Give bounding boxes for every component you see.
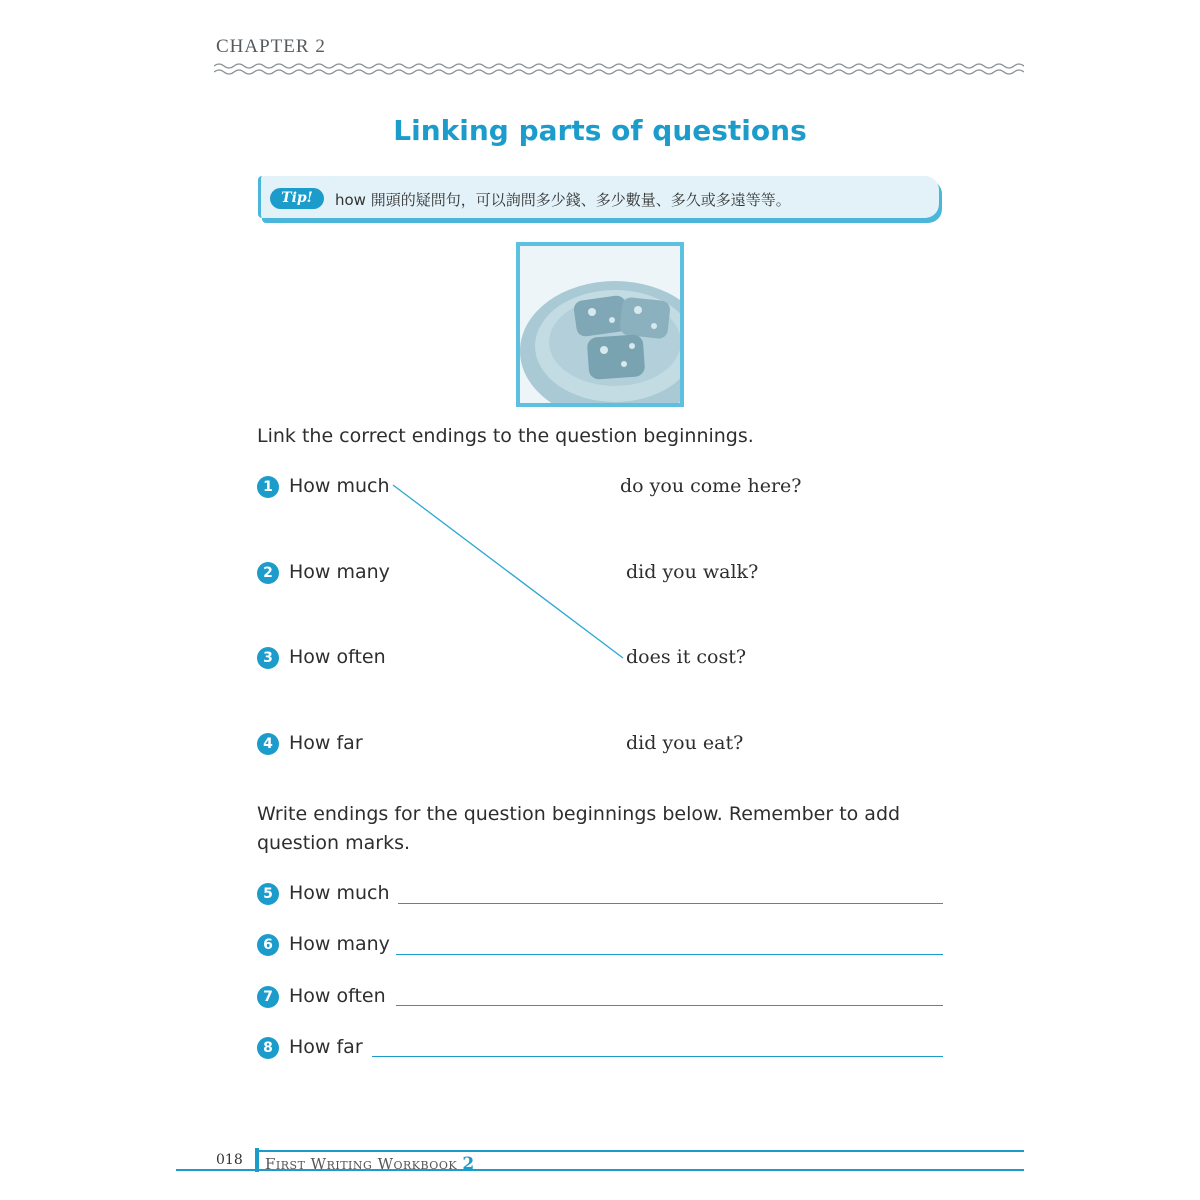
beginning-how-much[interactable]: How much <box>289 475 390 497</box>
footer-divider-bar <box>255 1148 259 1172</box>
writing-instruction-line1: Write endings for the question beginnings below. Remember to add <box>257 803 901 825</box>
item-number-badge: 4 <box>257 733 279 755</box>
item-number-badge: 3 <box>257 647 279 669</box>
write-prompt-how-far: How far <box>289 1036 363 1058</box>
writing-instruction-line2: question marks. <box>257 832 411 854</box>
book-title-text: First Writing Workbook <box>265 1155 458 1173</box>
write-prompt-how-many: How many <box>289 933 390 955</box>
page-title: Linking parts of questions <box>393 114 807 147</box>
answer-line-8[interactable] <box>372 1056 943 1057</box>
item-number-badge: 7 <box>257 986 279 1008</box>
beginning-how-often[interactable]: How often <box>289 646 386 668</box>
item-number-badge: 5 <box>257 883 279 905</box>
writing-instruction <box>257 800 900 858</box>
ending-come-here[interactable]: do you come here? <box>620 475 802 497</box>
write-prompt-how-much: How much <box>289 882 390 904</box>
write-prompt-how-often: How often <box>289 985 386 1007</box>
cookies-photo <box>516 242 684 407</box>
header-wave-divider <box>214 62 1024 76</box>
book-title <box>265 1154 475 1174</box>
answer-line-5[interactable] <box>398 903 943 904</box>
example-link-line <box>390 480 630 665</box>
beginning-how-many[interactable]: How many <box>289 561 390 583</box>
cookies-on-plate-illustration <box>520 246 680 403</box>
tip-text: how 開頭的疑問句，可以詢問多少錢、多少數量、多久或多遠等等。 <box>335 191 791 209</box>
item-number-badge: 2 <box>257 562 279 584</box>
tip-badge: Tip! <box>270 188 324 209</box>
chapter-label: CHAPTER 2 <box>216 36 326 57</box>
item-number-badge: 1 <box>257 476 279 498</box>
ending-does-it-cost[interactable]: does it cost? <box>626 646 747 668</box>
book-volume-number: 2 <box>462 1154 475 1174</box>
page-number: 018 <box>216 1152 243 1168</box>
answer-line-6[interactable] <box>396 954 943 955</box>
item-number-badge: 8 <box>257 1037 279 1059</box>
ending-did-you-walk[interactable]: did you walk? <box>626 561 759 583</box>
item-number-badge: 6 <box>257 934 279 956</box>
footer-top-rule <box>259 1150 1024 1152</box>
answer-line-7[interactable] <box>396 1005 943 1006</box>
linking-instruction: Link the correct endings to the question beginnings. <box>257 425 754 447</box>
ending-did-you-eat[interactable]: did you eat? <box>626 732 744 754</box>
beginning-how-far[interactable]: How far <box>289 732 363 754</box>
